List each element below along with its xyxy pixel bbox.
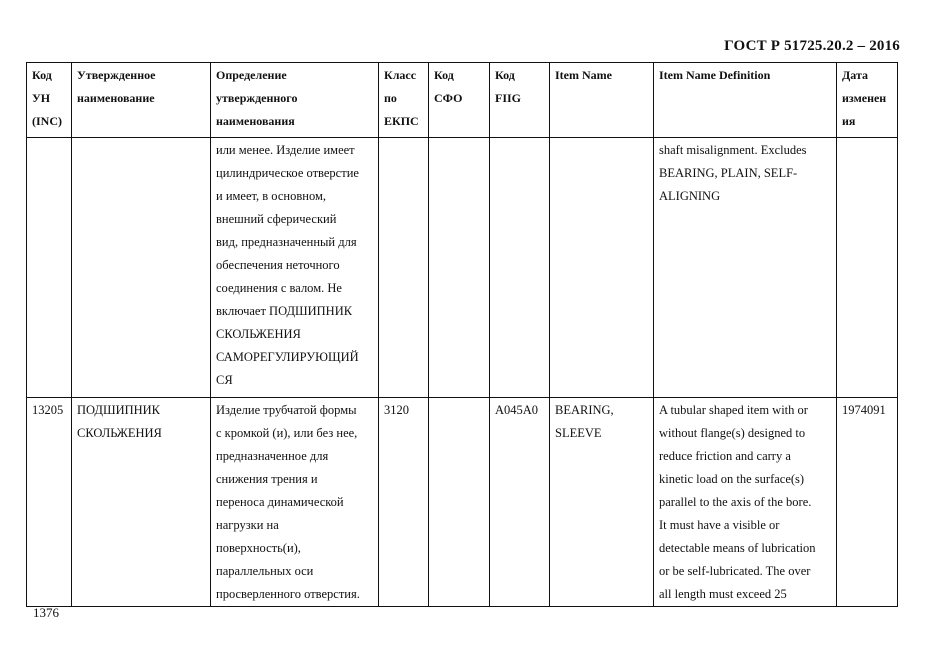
page-number: 1376 [33,605,59,620]
header-fiig-code: Код FIIG [490,63,550,138]
table-row [27,398,898,607]
header-change-date: Дата изменен ия [837,63,898,138]
table-header-row [27,63,898,138]
header-definition-ru: Определение утвержденного наименования [211,63,379,138]
document-standard-number: ГОСТ Р 51725.20.2 – 2016 [724,38,900,54]
header-approved-name: Утвержденное наименование [72,63,211,138]
cell-sfo-code [429,138,490,398]
cell-definition-ru: или менее. Изделие имеет цилиндрическое отверстие и имеет, в основном, внешний сферический вид, предназначенный для обеспечения неточного соединения с валом. Не включает ПОДШИПНИК СКОЛЬЖЕНИЯ САМОРЕГУЛИРУЮЩИЙ СЯ [211,138,379,398]
cell-approved-name: ПОДШИПНИК СКОЛЬЖЕНИЯ [72,398,211,607]
header-ekps-class: Класс по ЕКПС [379,63,429,138]
cell-inc-code: 13205 [27,398,72,607]
cell-change-date: 1974091 [837,398,898,607]
cell-definition-ru: Изделие трубчатой формы с кромкой (и), или без нее, предназначенное для снижения трения и переноса динамической нагрузки на поверхность(и), параллельных оси просверленного отверстия. [211,398,379,607]
cell-definition-en: A tubular shaped item with or without flange(s) designed to reduce friction and carry a kinetic load on the surface(s) parallel to the axis of the bore. It must have a visible or detectable means of lubrication or be self-lubricated. The over all length must exceed 25 [654,398,837,607]
cell-ekps-class [379,138,429,398]
cell-definition-en: shaft misalignment. Excludes BEARING, PLAIN, SELF- ALIGNING [654,138,837,398]
cell-item-name [550,138,654,398]
cell-fiig-code [490,138,550,398]
header-inc-code: Код УН (INC) [27,63,72,138]
cell-fiig-code: A045A0 [490,398,550,607]
cell-ekps-class: 3120 [379,398,429,607]
header-item-name-definition: Item Name Definition [654,63,837,138]
header-sfo-code: Код СФО [429,63,490,138]
cell-approved-name [72,138,211,398]
catalog-table [26,62,898,607]
cell-change-date [837,138,898,398]
cell-item-name: BEARING, SLEEVE [550,398,654,607]
table-row [27,138,898,398]
cell-inc-code [27,138,72,398]
header-item-name: Item Name [550,63,654,138]
cell-sfo-code [429,398,490,607]
